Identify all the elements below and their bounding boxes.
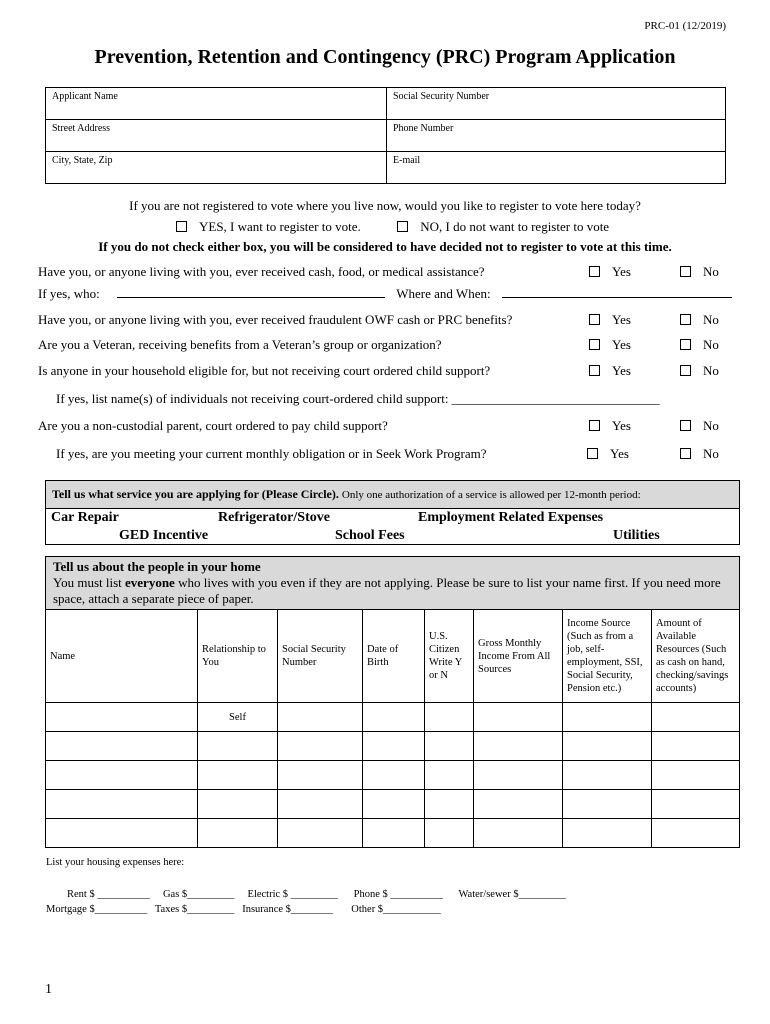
table-cell[interactable] (198, 819, 278, 848)
obligation-yes-checkbox[interactable] (587, 448, 598, 459)
question-child-support: Is anyone in your household eligible for, but not receiving court ordered child support? (38, 363, 491, 378)
who-line[interactable] (117, 287, 385, 298)
col-dob: Date of Birth (363, 610, 425, 703)
table-cell[interactable] (363, 732, 425, 761)
voter-yes-label: YES, I want to register to vote. (199, 219, 361, 234)
service-school-fees[interactable]: School Fees (335, 528, 405, 543)
table-cell[interactable] (425, 761, 474, 790)
voter-question: If you are not registered to vote where you live now, would you like to register to vote here today? (129, 198, 641, 213)
applicant-name-field[interactable] (46, 88, 387, 120)
yes-label: Yes (612, 418, 631, 433)
assistance-yes-checkbox[interactable] (589, 266, 600, 277)
yes-label: Yes (612, 337, 631, 352)
table-cell[interactable] (46, 761, 198, 790)
if-yes-who-row (38, 286, 732, 302)
noncustodial-no-checkbox[interactable] (680, 420, 691, 431)
table-cell[interactable] (652, 703, 740, 732)
email-field[interactable] (387, 152, 726, 184)
table-cell[interactable] (563, 761, 652, 790)
table-cell[interactable] (363, 819, 425, 848)
no-label: No (703, 337, 719, 352)
phone-field[interactable] (387, 120, 726, 152)
voter-options (176, 219, 609, 235)
obligation-no-checkbox[interactable] (680, 448, 691, 459)
relationship-self[interactable]: Self (198, 703, 278, 732)
child-support-yes (589, 363, 631, 379)
voter-no-checkbox[interactable] (397, 221, 408, 232)
fraud-yes (589, 312, 631, 328)
applicant-info-table (45, 87, 726, 184)
obligation-no (680, 446, 719, 462)
table-cell[interactable] (278, 761, 363, 790)
question-noncustodial: Are you a non-custodial parent, court ordered to pay child support? (38, 418, 388, 433)
table-cell[interactable] (46, 790, 198, 819)
voter-yes-checkbox[interactable] (176, 221, 187, 232)
service-employment-expenses[interactable]: Employment Related Expenses (418, 510, 604, 525)
table-row (46, 703, 740, 732)
noncustodial-yes (589, 418, 631, 434)
col-gross-income: Gross Monthly Income From All Sources (474, 610, 563, 703)
question-fraud: Have you, or anyone living with you, ever received fraudulent OWF cash or PRC benefits? (38, 312, 513, 327)
veteran-no-checkbox[interactable] (680, 339, 691, 350)
question-obligation: If yes, are you meeting your current monthly obligation or in Seek Work Program? (56, 446, 487, 461)
phone-label: Phone Number (393, 123, 454, 134)
service-ged-incentive[interactable]: GED Incentive (119, 528, 209, 543)
service-refrigerator-stove[interactable]: Refrigerator/Stove (218, 510, 330, 525)
service-heading: Tell us what service you are applying for (Please Circle). (52, 487, 339, 501)
household-header (45, 556, 740, 609)
service-utilities[interactable]: Utilities (613, 528, 660, 543)
veteran-no (680, 337, 719, 353)
table-cell[interactable] (563, 732, 652, 761)
col-ssn: Social Security Number (278, 610, 363, 703)
table-cell[interactable] (652, 819, 740, 848)
col-name: Name (46, 610, 198, 703)
table-cell[interactable] (46, 732, 198, 761)
housing-row-1[interactable]: Rent $ __________ Gas $_________ Electric $ _________ Phone $ __________ Water/sewer $_________ (67, 889, 566, 900)
table-cell[interactable] (563, 819, 652, 848)
question-assistance: Have you, or anyone living with you, ever received cash, food, or medical assistance? (38, 264, 485, 279)
child-support-no-checkbox[interactable] (680, 365, 691, 376)
email-label: E-mail (393, 155, 421, 166)
no-label: No (703, 312, 719, 327)
table-cell[interactable] (198, 790, 278, 819)
voter-warning: If you do not check either box, you will be considered to have decided not to register to vote at this time. (98, 239, 672, 254)
household-instructions: You must list everyone who lives with you even if they are not applying. Please be sure to list your name first. If you need more space, attach a separate piece of paper. (53, 575, 721, 606)
household-heading: Tell us about the people in your home (53, 559, 261, 574)
assistance-no-checkbox[interactable] (680, 266, 691, 277)
col-income-source: Income Source (Such as from a job, self-employment, SSI, Social Security, Pension etc.) (563, 610, 652, 703)
street-address-field[interactable] (46, 120, 387, 152)
housing-row-2[interactable]: Mortgage $__________ Taxes $_________ Insurance $________ Other $___________ (46, 904, 441, 915)
child-support-no (680, 363, 719, 379)
table-cell[interactable] (425, 819, 474, 848)
page-number: 1 (45, 982, 52, 997)
noncustodial-yes-checkbox[interactable] (589, 420, 600, 431)
yes-label: Yes (612, 312, 631, 327)
table-cell[interactable] (652, 790, 740, 819)
table-cell[interactable] (363, 790, 425, 819)
table-cell[interactable] (363, 761, 425, 790)
no-label: No (703, 446, 719, 461)
if-yes-who-label: If yes, who: (38, 286, 100, 301)
fraud-yes-checkbox[interactable] (589, 314, 600, 325)
veteran-yes-checkbox[interactable] (589, 339, 600, 350)
child-support-names[interactable]: If yes, list name(s) of individuals not receiving court-ordered child support: ________________________________ (56, 391, 660, 406)
table-cell[interactable] (46, 703, 198, 732)
service-options (46, 509, 739, 544)
service-selection-box (45, 480, 740, 545)
household-section (45, 556, 740, 848)
where-when-label: Where and When: (396, 286, 491, 301)
table-row (46, 819, 740, 848)
table-cell[interactable] (198, 732, 278, 761)
form-code: PRC-01 (12/2019) (644, 20, 726, 32)
ssn-field[interactable] (387, 88, 726, 120)
table-cell[interactable] (563, 790, 652, 819)
yes-label: Yes (612, 264, 631, 279)
table-cell[interactable] (198, 761, 278, 790)
obligation-yes (587, 446, 629, 462)
household-table (45, 609, 740, 848)
table-cell[interactable] (474, 761, 563, 790)
page-title: Prevention, Retention and Contingency (PRC) Program Application (94, 46, 676, 68)
service-note: Only one authorization of a service is allowed per 12-month period: (341, 489, 641, 501)
col-citizen: U.S. Citizen Write Y or N (425, 610, 474, 703)
table-cell[interactable] (474, 732, 563, 761)
table-cell[interactable] (278, 732, 363, 761)
table-row (46, 761, 740, 790)
col-relationship: Relationship to You (198, 610, 278, 703)
table-cell[interactable] (425, 703, 474, 732)
table-cell[interactable] (278, 819, 363, 848)
city-state-zip-field[interactable] (46, 152, 387, 184)
no-label: No (703, 264, 719, 279)
table-cell[interactable] (474, 703, 563, 732)
street-address-label: Street Address (52, 123, 111, 134)
table-cell[interactable] (474, 790, 563, 819)
table-cell[interactable] (652, 732, 740, 761)
table-cell[interactable] (278, 703, 363, 732)
table-cell[interactable] (363, 703, 425, 732)
question-veteran: Are you a Veteran, receiving benefits from a Veteran’s group or organization? (38, 337, 442, 352)
yes-label: Yes (612, 363, 631, 378)
city-state-zip-label: City, State, Zip (52, 155, 113, 166)
table-cell[interactable] (425, 732, 474, 761)
table-cell[interactable] (652, 761, 740, 790)
table-cell[interactable] (278, 790, 363, 819)
ssn-label: Social Security Number (393, 91, 490, 102)
yes-label: Yes (610, 446, 629, 461)
service-header (46, 481, 739, 509)
table-cell[interactable] (563, 703, 652, 732)
assistance-yes (589, 264, 631, 280)
where-when-line[interactable] (502, 287, 732, 298)
table-row (46, 732, 740, 761)
applicant-name-label: Applicant Name (52, 91, 118, 102)
col-resources: Amount of Available Resources (Such as cash on hand, checking/savings accounts) (652, 610, 740, 703)
fraud-no (680, 312, 719, 328)
table-cell[interactable] (46, 819, 198, 848)
service-car-repair[interactable]: Car Repair (51, 510, 119, 525)
table-cell[interactable] (425, 790, 474, 819)
no-label: No (703, 418, 719, 433)
no-label: No (703, 363, 719, 378)
housing-label: List your housing expenses here: (46, 857, 185, 868)
noncustodial-no (680, 418, 719, 434)
table-cell[interactable] (474, 819, 563, 848)
table-row (46, 790, 740, 819)
household-table-header (46, 610, 740, 703)
assistance-no (680, 264, 719, 280)
voter-no-label: NO, I do not want to register to vote (420, 219, 610, 234)
veteran-yes (589, 337, 631, 353)
child-support-yes-checkbox[interactable] (589, 365, 600, 376)
fraud-no-checkbox[interactable] (680, 314, 691, 325)
